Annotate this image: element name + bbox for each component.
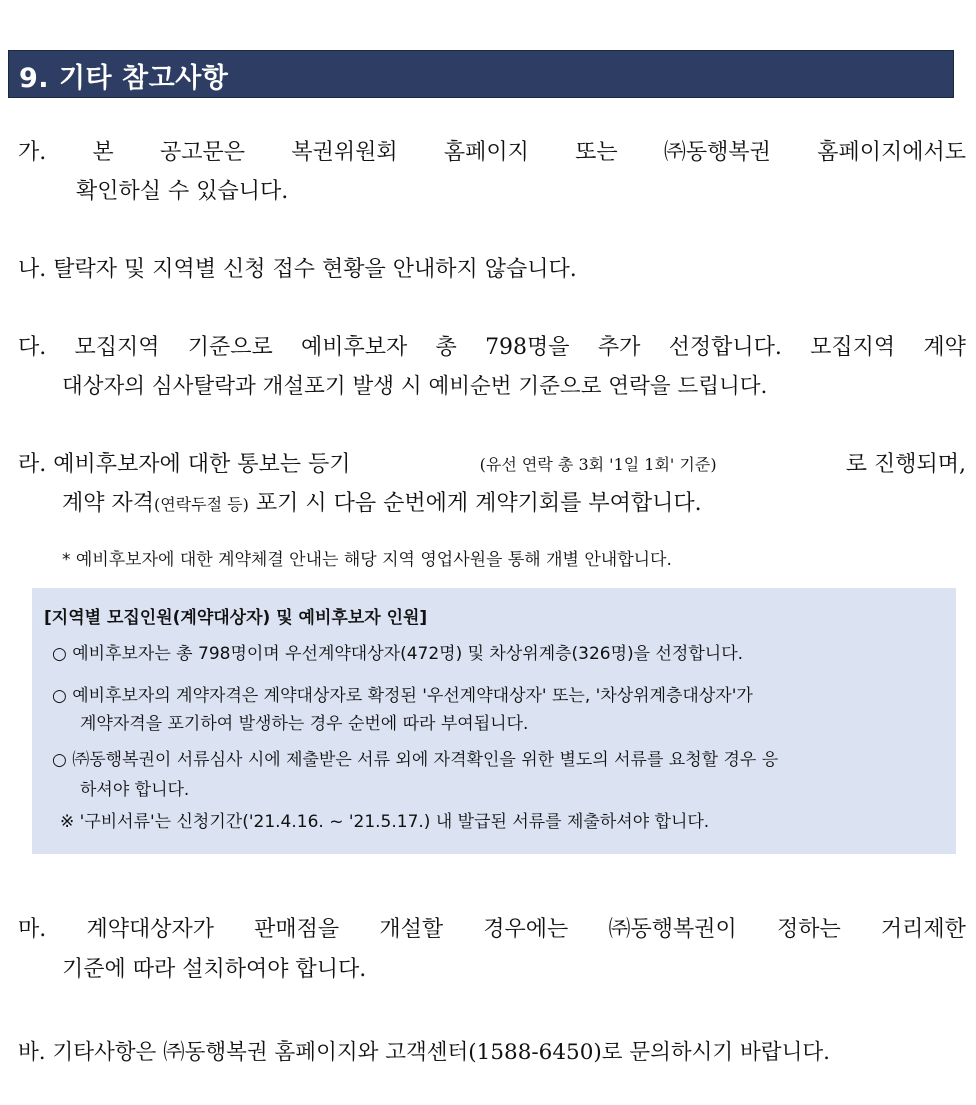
box-remark: ※ '구비서류'는 신청기간('21.4.16. ~ '21.5.17.) 내 발급된 서류를 제출하셔야 합니다. <box>60 812 710 832</box>
section-header <box>8 50 954 98</box>
item-ma-line1: 마. 계약대상자가 판매점을 개설할 경우에는 ㈜동행복권이 정하는 거리제한 <box>18 917 966 942</box>
info-box <box>32 588 956 854</box>
item-na-line1: 나. 탈락자 및 지역별 신청 접수 현황을 안내하지 않습니다. <box>18 257 577 282</box>
box-bullet-2-line2: 계약자격을 포기하여 발생하는 경우 순번에 따라 부여됩니다. <box>80 714 529 734</box>
item-ra-line1: 라. 예비후보자에 대한 통보는 등기 (유선 연락 총 3회 '1일 1회' 기준) 로 진행되며, <box>18 452 966 477</box>
box-bullet-3-line2: 하셔야 합니다. <box>80 780 190 800</box>
item-ma-line2: 기준에 따라 설치하여야 합니다. <box>62 957 367 982</box>
item-da-line1: 다. 모집지역 기준으로 예비후보자 총 798명을 추가 선정합니다. 모집지역 계약 <box>18 335 966 360</box>
item-ga-line1: 가. 본 공고문은 복권위원회 홈페이지 또는 ㈜동행복권 홈페이지에서도 <box>18 140 966 165</box>
box-bullet-2-line1: ○ 예비후보자의 계약자격은 계약대상자로 확정된 '우선계약대상자' 또는, '차상위계층대상자'가 <box>52 686 753 706</box>
box-bullet-1: ○ 예비후보자는 총 798명이며 우선계약대상자(472명) 및 차상위계층(326명)을 선정합니다. <box>52 644 744 664</box>
item-ba-line1: 바. 기타사항은 ㈜동행복권 홈페이지와 고객센터(1588-6450)로 문의하시기 바랍니다. <box>18 1040 830 1065</box>
item-da-line2: 대상자의 심사탈락과 개설포기 발생 시 예비순번 기준으로 연락을 드립니다. <box>62 374 768 399</box>
box-bullet-3-line1: ○ ㈜동행복권이 서류심사 시에 제출받은 서류 외에 자격확인을 위한 별도의 서류를 요청할 경우 응 <box>52 750 779 770</box>
note-text: * 예비후보자에 대한 계약체결 안내는 해당 지역 영업사원을 통해 개별 안내합니다. <box>62 550 672 570</box>
section-title: 9. 기타 참고사항 <box>19 63 229 94</box>
box-title: [지역별 모집인원(계약대상자) 및 예비후보자 인원] <box>44 608 428 628</box>
item-ra-line2: 계약 자격(연락두절 등) 포기 시 다음 순번에게 계약기회를 부여합니다. <box>62 491 702 516</box>
item-ga-line2: 확인하실 수 있습니다. <box>76 179 289 204</box>
